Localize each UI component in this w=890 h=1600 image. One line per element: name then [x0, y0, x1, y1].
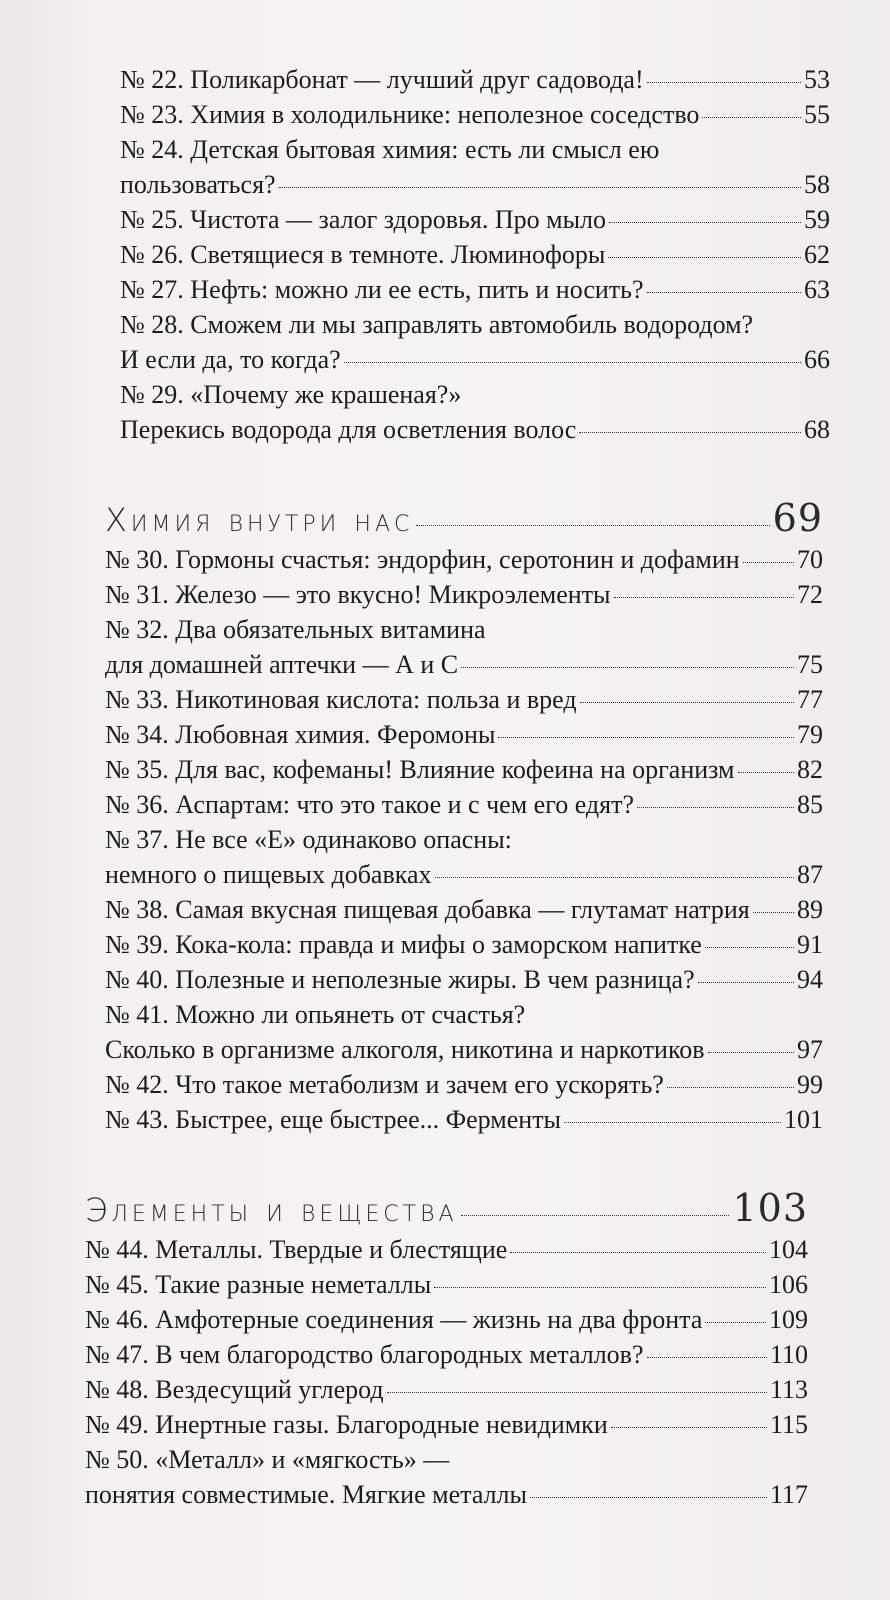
dot-leader	[702, 117, 801, 118]
dot-leader	[510, 1252, 766, 1253]
toc-entry[interactable]	[105, 822, 823, 892]
toc-entry[interactable]	[105, 682, 823, 717]
section-title: Химия внутри нас	[105, 501, 414, 539]
toc-entry-line	[105, 857, 823, 892]
toc-entry-text: № 27. Нефть: можно ли ее есть, пить и носить?	[120, 275, 644, 304]
toc-entry-text: для домашней аптечки — А и С	[105, 650, 459, 679]
toc-entry-line	[85, 1477, 808, 1512]
dot-leader	[708, 1052, 794, 1053]
toc-entry-text: № 28. Сможем ли мы заправлять автомобиль водородом?	[120, 310, 754, 339]
toc-entry-line	[105, 577, 823, 612]
toc-entry-line	[120, 377, 830, 412]
toc-entry-line	[105, 997, 823, 1032]
toc-entry-line	[105, 717, 823, 752]
toc-entry-line	[85, 1232, 808, 1267]
toc-entry[interactable]	[85, 1232, 808, 1267]
dot-leader	[579, 432, 801, 433]
toc-entry-text: № 42. Что такое метаболизм и зачем его ускорять?	[105, 1070, 664, 1099]
toc-entry-line	[120, 272, 830, 307]
toc-page-number: 110	[769, 1340, 808, 1369]
toc-page-number: 75	[797, 650, 823, 679]
toc-entry-line	[105, 822, 823, 857]
toc-entry-line	[85, 1302, 808, 1337]
dot-leader	[698, 982, 794, 983]
toc-entry-line	[105, 647, 823, 682]
toc-page-number: 85	[797, 790, 823, 819]
toc-entry-line	[120, 202, 830, 237]
toc-entry[interactable]	[85, 1442, 808, 1512]
dot-leader	[498, 737, 794, 738]
toc-entry-line	[105, 1067, 823, 1102]
toc-page-number: 109	[769, 1305, 808, 1334]
toc-entry-line	[120, 237, 830, 272]
toc-page-number: 113	[769, 1375, 808, 1404]
toc-page-number: 117	[769, 1480, 808, 1509]
toc-page-number: 91	[797, 930, 823, 959]
toc-page-number: 99	[797, 1070, 823, 1099]
toc-entry-text: понятия совместимые. Мягкие металлы	[85, 1480, 527, 1509]
toc-entry-line	[105, 892, 823, 927]
toc-entry-text: № 50. «Металл» и «мягкость» —	[85, 1445, 450, 1474]
toc-entry-text: № 39. Кока-кола: правда и мифы о заморском напитке	[105, 930, 702, 959]
toc-entry-text: № 38. Самая вкусная пищевая добавка — глутамат натрия	[105, 895, 750, 924]
dot-leader	[580, 702, 794, 703]
toc-entry-text: № 47. В чем благородство благородных металлов?	[85, 1340, 644, 1369]
toc-entry-text: № 32. Два обязательных витамина	[105, 615, 486, 644]
toc-entry-text: № 30. Гормоны счастья: эндорфин, серотонин и дофамин	[105, 545, 740, 574]
toc-page-number: 55	[804, 100, 830, 129]
section-title: Элементы и вещества	[85, 1191, 458, 1229]
toc-entry-line	[105, 1102, 823, 1137]
toc-entry-text: Перекись водорода для осветления волос	[120, 415, 577, 444]
toc-entry-text: № 40. Полезные и неполезные жиры. В чем разница?	[105, 965, 695, 994]
toc-page-number: 66	[804, 345, 830, 374]
toc-entry[interactable]	[85, 1267, 808, 1302]
toc-entry-text: № 35. Для вас, кофеманы! Влияние кофеина на организм	[105, 755, 735, 784]
toc-entry-line	[85, 1372, 808, 1407]
toc-entry-text: Сколько в организме алкоголя, никотина и наркотиков	[105, 1035, 705, 1064]
toc-entry[interactable]	[105, 997, 823, 1067]
dot-leader	[416, 525, 769, 526]
toc-entry-line	[105, 542, 823, 577]
toc-entry[interactable]	[85, 1407, 808, 1442]
toc-entry[interactable]	[105, 577, 823, 612]
toc-page-number: 115	[769, 1410, 808, 1439]
dot-leader	[387, 1392, 767, 1393]
toc-entry[interactable]	[105, 717, 823, 752]
toc-entry[interactable]	[105, 927, 823, 962]
toc-entry-text: № 29. «Почему же крашеная?»	[120, 380, 462, 409]
toc-page-number: 101	[784, 1105, 823, 1134]
dot-leader	[647, 82, 801, 83]
toc-entry-line	[85, 1337, 808, 1372]
toc-entry-text: № 41. Можно ли опьянеть от счастья?	[105, 1000, 526, 1029]
toc-entry-line	[105, 787, 823, 822]
toc-page-number: 104	[769, 1235, 808, 1264]
toc-entry-line	[120, 412, 830, 447]
toc-entry-text: № 24. Детская бытовая химия: есть ли смысл ею	[120, 135, 660, 164]
dot-leader	[738, 772, 794, 773]
toc-page-number: 97	[797, 1035, 823, 1064]
toc-entry-text: немного о пищевых добавках	[105, 860, 432, 889]
toc-entry[interactable]	[105, 787, 823, 822]
dot-leader	[611, 1427, 767, 1428]
toc-entry-text: № 25. Чистота — залог здоровья. Про мыло	[120, 205, 607, 234]
toc-page-number: 63	[804, 275, 830, 304]
toc-entry-text: № 23. Химия в холодильнике: неполезное соседство	[120, 100, 700, 129]
toc-page-number: 79	[797, 720, 823, 749]
toc-entry[interactable]	[105, 1067, 823, 1102]
toc-entry-line	[105, 927, 823, 962]
toc-entry-text: № 26. Светящиеся в темноте. Люминофоры	[120, 240, 606, 269]
toc-entry[interactable]	[105, 542, 823, 577]
toc-entry[interactable]	[105, 612, 823, 682]
dot-leader	[667, 1087, 794, 1088]
dot-leader	[705, 947, 794, 948]
dot-leader	[344, 362, 801, 363]
toc-entry-text: № 49. Инертные газы. Благородные невидимки	[85, 1410, 608, 1439]
toc-entry[interactable]	[120, 97, 830, 132]
toc-entry-text: № 31. Железо — это вкусно! Микроэлементы	[105, 580, 611, 609]
toc-entry-line	[85, 1267, 808, 1302]
dot-leader	[614, 597, 794, 598]
toc-entry-line	[120, 97, 830, 132]
toc-entry-line	[85, 1442, 808, 1477]
toc-entry-line	[120, 62, 830, 97]
toc-block-household	[120, 62, 830, 447]
toc-entry[interactable]	[105, 892, 823, 927]
toc-entry-text: № 48. Вездесущий углерод	[85, 1375, 384, 1404]
dot-leader	[753, 912, 794, 913]
dot-leader	[609, 222, 801, 223]
toc-entry[interactable]	[120, 62, 830, 97]
dot-leader	[434, 1287, 766, 1288]
toc-entry-line	[105, 752, 823, 787]
section-heading	[85, 1186, 808, 1230]
toc-entry-line	[105, 962, 823, 997]
toc-page-number: 58	[804, 170, 830, 199]
toc-block-chemistry-inside-us	[105, 486, 823, 1137]
section-page-number: 103	[732, 1186, 808, 1230]
dot-leader	[530, 1497, 767, 1498]
toc-page-number: 89	[797, 895, 823, 924]
toc-entry-line	[120, 132, 830, 167]
toc-entry[interactable]	[120, 377, 830, 447]
toc-entry[interactable]	[105, 1102, 823, 1137]
toc-entry-text: № 45. Такие разные неметаллы	[85, 1270, 432, 1299]
toc-entry[interactable]	[120, 132, 830, 202]
toc-entry-line	[120, 342, 830, 377]
dot-leader	[647, 1357, 767, 1358]
toc-page-number: 59	[804, 205, 830, 234]
toc-entry-line	[120, 307, 830, 342]
dot-leader	[647, 292, 801, 293]
toc-page-number: 70	[797, 545, 823, 574]
toc-entry[interactable]	[85, 1372, 808, 1407]
dot-leader	[608, 257, 801, 258]
toc-page-number: 53	[804, 65, 830, 94]
toc-entry-text: № 43. Быстрее, еще быстрее... Ферменты	[105, 1105, 562, 1134]
dot-leader	[279, 187, 801, 188]
toc-entry[interactable]	[120, 202, 830, 237]
toc-page-number: 87	[797, 860, 823, 889]
dot-leader	[705, 1322, 766, 1323]
dot-leader	[435, 877, 794, 878]
dot-leader	[743, 562, 794, 563]
toc-entry[interactable]	[85, 1302, 808, 1337]
toc-entry[interactable]	[120, 237, 830, 272]
toc-page-number: 72	[797, 580, 823, 609]
toc-entry-line	[85, 1407, 808, 1442]
toc-entry-text: № 22. Поликарбонат — лучший друг садовода!	[120, 65, 644, 94]
toc-page-number: 62	[804, 240, 830, 269]
section-page-number: 69	[772, 496, 823, 540]
toc-entry-text: № 44. Металлы. Твердые и блестящие	[85, 1235, 508, 1264]
dot-leader	[461, 1215, 730, 1216]
toc-entry[interactable]	[85, 1337, 808, 1372]
dot-leader	[461, 667, 794, 668]
toc-block-elements-substances	[85, 1176, 808, 1512]
toc-entry-text: № 37. Не все «Е» одинаково опасны:	[105, 825, 512, 854]
toc-page-number: 77	[797, 685, 823, 714]
toc-entry-line	[120, 167, 830, 202]
toc-entry-text: № 36. Аспартам: что это такое и с чем его едят?	[105, 790, 635, 819]
toc-entry-text: № 34. Любовная химия. Феромоны	[105, 720, 496, 749]
toc-entry[interactable]	[105, 962, 823, 997]
section-heading	[105, 496, 823, 540]
toc-page-number: 68	[804, 415, 830, 444]
toc-entry[interactable]	[105, 752, 823, 787]
dot-leader	[637, 807, 794, 808]
toc-page-number: 106	[769, 1270, 808, 1299]
toc-entry-line	[105, 612, 823, 647]
toc-entry[interactable]	[120, 307, 830, 377]
toc-page-number: 82	[797, 755, 823, 784]
toc-entry[interactable]	[120, 272, 830, 307]
toc-page-number: 94	[797, 965, 823, 994]
toc-entry-text: № 33. Никотиновая кислота: польза и вред	[105, 685, 577, 714]
toc-entry-line	[105, 1032, 823, 1067]
toc-entry-text: пользоваться?	[120, 170, 276, 199]
dot-leader	[564, 1122, 781, 1123]
toc-entry-line	[105, 682, 823, 717]
toc-entry-text: № 46. Амфотерные соединения — жизнь на два фронта	[85, 1305, 703, 1334]
toc-entry-text: И если да, то когда?	[120, 345, 341, 374]
